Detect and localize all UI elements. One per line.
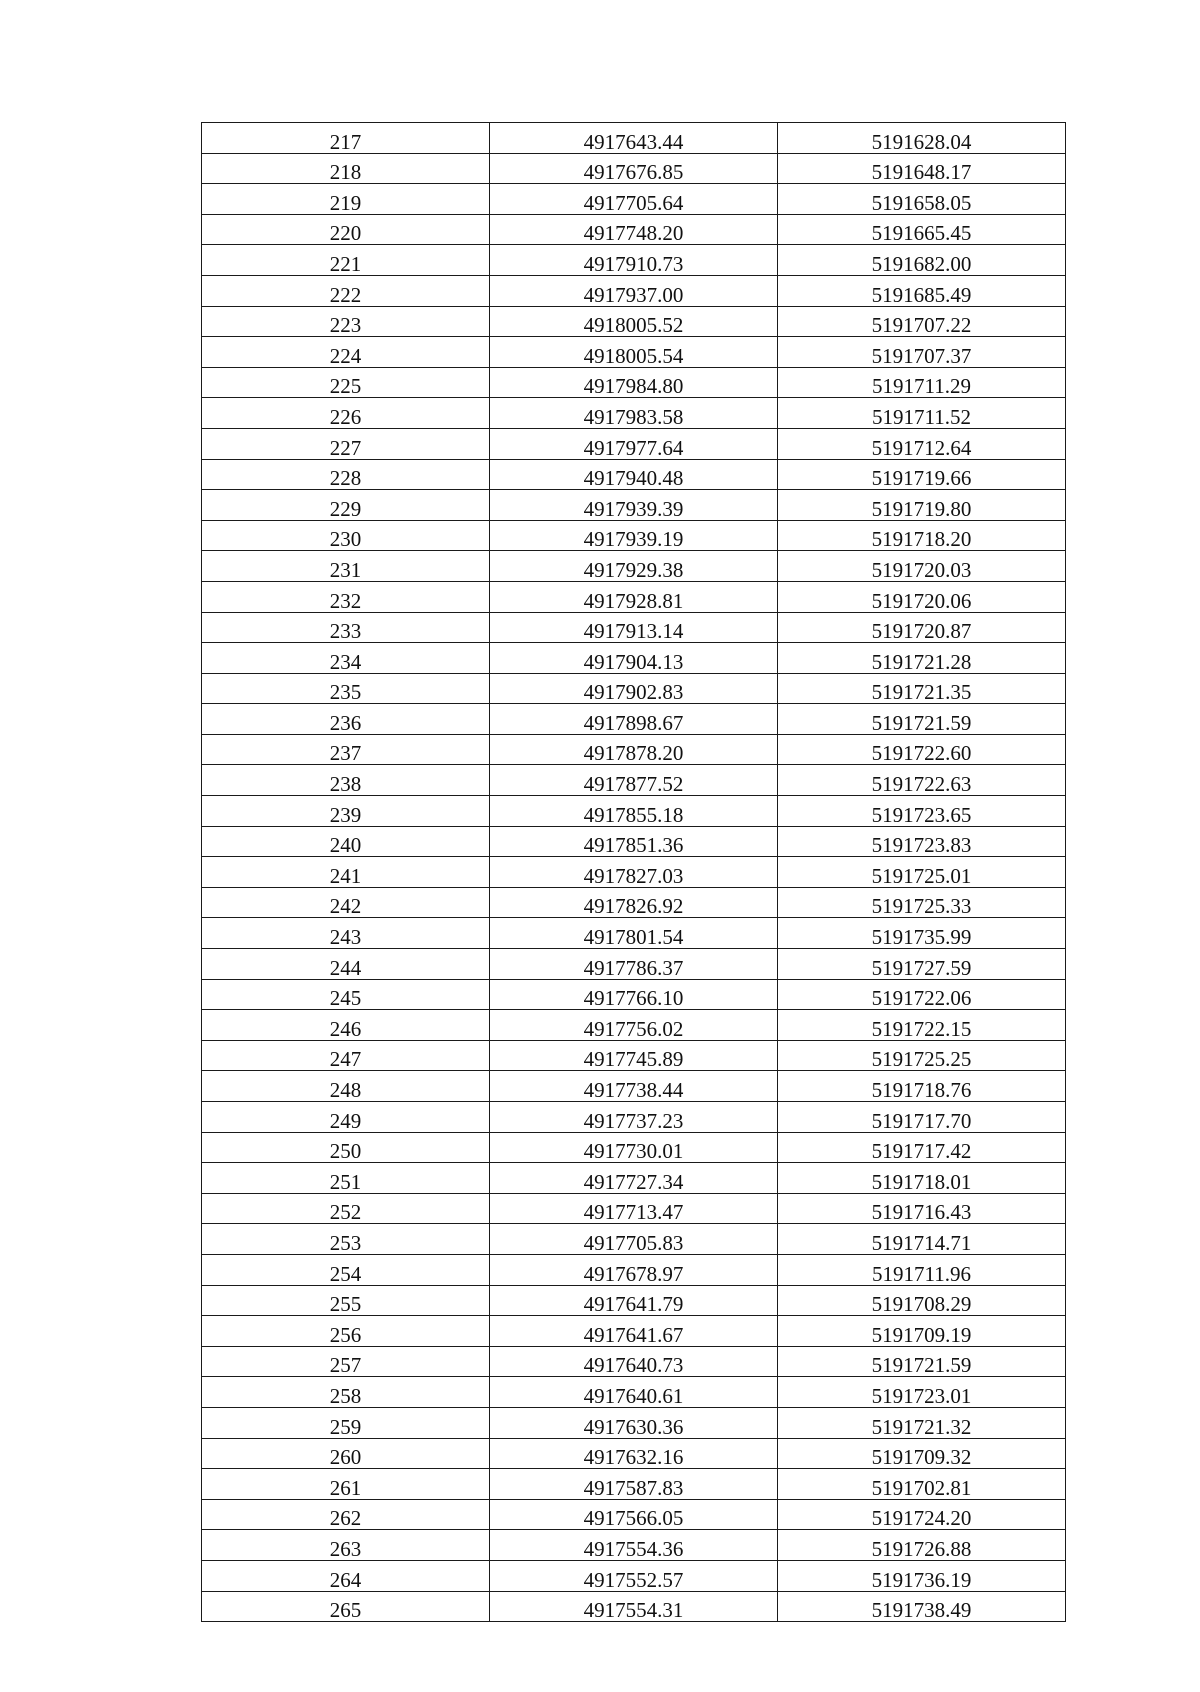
table-row [202,612,1066,643]
table-row [202,1254,1066,1285]
table-row [202,1071,1066,1102]
table-row [202,123,1066,154]
point-number-cell: 256 [202,1316,490,1347]
table-row [202,1193,1066,1224]
table-row [202,551,1066,582]
point-number-cell: 251 [202,1163,490,1194]
table-row [202,153,1066,184]
point-number-cell: 236 [202,704,490,735]
y-coordinate-cell: 5191708.29 [778,1285,1066,1316]
table-row [202,398,1066,429]
x-coordinate-cell: 4917630.36 [490,1407,778,1438]
point-number-cell: 239 [202,796,490,827]
y-coordinate-cell: 5191711.29 [778,367,1066,398]
point-number-cell: 242 [202,887,490,918]
point-number-cell: 258 [202,1377,490,1408]
y-coordinate-cell: 5191735.99 [778,918,1066,949]
x-coordinate-cell: 4917641.79 [490,1285,778,1316]
x-coordinate-cell: 4917640.73 [490,1346,778,1377]
y-coordinate-cell: 5191725.25 [778,1040,1066,1071]
x-coordinate-cell: 4917940.48 [490,459,778,490]
table-row [202,857,1066,888]
point-number-cell: 254 [202,1254,490,1285]
x-coordinate-cell: 4917678.97 [490,1254,778,1285]
table-row [202,1407,1066,1438]
point-number-cell: 225 [202,367,490,398]
table-row [202,1285,1066,1316]
y-coordinate-cell: 5191709.19 [778,1316,1066,1347]
point-number-cell: 253 [202,1224,490,1255]
point-number-cell: 218 [202,153,490,184]
x-coordinate-cell: 4917984.80 [490,367,778,398]
point-number-cell: 231 [202,551,490,582]
x-coordinate-cell: 4917641.67 [490,1316,778,1347]
x-coordinate-cell: 4917730.01 [490,1132,778,1163]
table-row [202,765,1066,796]
table-row [202,826,1066,857]
table-row [202,520,1066,551]
y-coordinate-cell: 5191718.76 [778,1071,1066,1102]
x-coordinate-cell: 4917801.54 [490,918,778,949]
y-coordinate-cell: 5191702.81 [778,1469,1066,1500]
x-coordinate-cell: 4917713.47 [490,1193,778,1224]
y-coordinate-cell: 5191723.83 [778,826,1066,857]
y-coordinate-cell: 5191725.01 [778,857,1066,888]
x-coordinate-cell: 4917877.52 [490,765,778,796]
point-number-cell: 250 [202,1132,490,1163]
x-coordinate-cell: 4917904.13 [490,643,778,674]
table-row [202,1102,1066,1133]
point-number-cell: 237 [202,734,490,765]
point-number-cell: 219 [202,184,490,215]
point-number-cell: 223 [202,306,490,337]
x-coordinate-cell: 4917937.00 [490,275,778,306]
point-number-cell: 262 [202,1499,490,1530]
x-coordinate-cell: 4917898.67 [490,704,778,735]
table-row [202,245,1066,276]
x-coordinate-cell: 4917928.81 [490,581,778,612]
table-row [202,490,1066,521]
y-coordinate-cell: 5191707.37 [778,337,1066,368]
table-row [202,949,1066,980]
table-row [202,275,1066,306]
y-coordinate-cell: 5191718.01 [778,1163,1066,1194]
y-coordinate-cell: 5191648.17 [778,153,1066,184]
point-number-cell: 235 [202,673,490,704]
table-row [202,428,1066,459]
table-row [202,1346,1066,1377]
x-coordinate-cell: 4917705.83 [490,1224,778,1255]
point-number-cell: 238 [202,765,490,796]
x-coordinate-cell: 4917766.10 [490,979,778,1010]
point-number-cell: 263 [202,1530,490,1561]
y-coordinate-cell: 5191721.28 [778,643,1066,674]
point-number-cell: 265 [202,1591,490,1622]
y-coordinate-cell: 5191685.49 [778,275,1066,306]
y-coordinate-cell: 5191720.87 [778,612,1066,643]
point-number-cell: 252 [202,1193,490,1224]
point-number-cell: 248 [202,1071,490,1102]
coordinates-table [201,122,1066,1622]
y-coordinate-cell: 5191721.32 [778,1407,1066,1438]
x-coordinate-cell: 4917786.37 [490,949,778,980]
y-coordinate-cell: 5191722.60 [778,734,1066,765]
table-row [202,1377,1066,1408]
y-coordinate-cell: 5191658.05 [778,184,1066,215]
x-coordinate-cell: 4917676.85 [490,153,778,184]
point-number-cell: 264 [202,1560,490,1591]
y-coordinate-cell: 5191712.64 [778,428,1066,459]
y-coordinate-cell: 5191682.00 [778,245,1066,276]
y-coordinate-cell: 5191721.35 [778,673,1066,704]
y-coordinate-cell: 5191628.04 [778,123,1066,154]
y-coordinate-cell: 5191707.22 [778,306,1066,337]
y-coordinate-cell: 5191717.42 [778,1132,1066,1163]
point-number-cell: 217 [202,123,490,154]
table-row [202,1010,1066,1041]
x-coordinate-cell: 4917826.92 [490,887,778,918]
point-number-cell: 234 [202,643,490,674]
y-coordinate-cell: 5191716.43 [778,1193,1066,1224]
y-coordinate-cell: 5191714.71 [778,1224,1066,1255]
x-coordinate-cell: 4917554.36 [490,1530,778,1561]
table-row [202,796,1066,827]
table-row [202,1163,1066,1194]
x-coordinate-cell: 4917939.19 [490,520,778,551]
table-row [202,734,1066,765]
point-number-cell: 224 [202,337,490,368]
table-row [202,1438,1066,1469]
x-coordinate-cell: 4917748.20 [490,214,778,245]
y-coordinate-cell: 5191722.63 [778,765,1066,796]
point-number-cell: 220 [202,214,490,245]
x-coordinate-cell: 4917738.44 [490,1071,778,1102]
x-coordinate-cell: 4918005.54 [490,337,778,368]
point-number-cell: 245 [202,979,490,1010]
y-coordinate-cell: 5191721.59 [778,1346,1066,1377]
table-row [202,643,1066,674]
x-coordinate-cell: 4917910.73 [490,245,778,276]
y-coordinate-cell: 5191718.20 [778,520,1066,551]
x-coordinate-cell: 4917878.20 [490,734,778,765]
x-coordinate-cell: 4917913.14 [490,612,778,643]
point-number-cell: 233 [202,612,490,643]
coordinates-table-body [202,123,1066,1622]
point-number-cell: 230 [202,520,490,551]
x-coordinate-cell: 4917855.18 [490,796,778,827]
y-coordinate-cell: 5191723.01 [778,1377,1066,1408]
y-coordinate-cell: 5191717.70 [778,1102,1066,1133]
y-coordinate-cell: 5191711.52 [778,398,1066,429]
x-coordinate-cell: 4917851.36 [490,826,778,857]
point-number-cell: 243 [202,918,490,949]
table-row [202,673,1066,704]
table-row [202,337,1066,368]
x-coordinate-cell: 4918005.52 [490,306,778,337]
y-coordinate-cell: 5191720.06 [778,581,1066,612]
point-number-cell: 247 [202,1040,490,1071]
x-coordinate-cell: 4917977.64 [490,428,778,459]
table-row [202,979,1066,1010]
x-coordinate-cell: 4917640.61 [490,1377,778,1408]
x-coordinate-cell: 4917554.31 [490,1591,778,1622]
y-coordinate-cell: 5191726.88 [778,1530,1066,1561]
x-coordinate-cell: 4917939.39 [490,490,778,521]
x-coordinate-cell: 4917643.44 [490,123,778,154]
point-number-cell: 221 [202,245,490,276]
table-row [202,918,1066,949]
table-row [202,1560,1066,1591]
point-number-cell: 257 [202,1346,490,1377]
table-row [202,459,1066,490]
point-number-cell: 228 [202,459,490,490]
point-number-cell: 222 [202,275,490,306]
x-coordinate-cell: 4917827.03 [490,857,778,888]
x-coordinate-cell: 4917587.83 [490,1469,778,1500]
table-row [202,367,1066,398]
x-coordinate-cell: 4917632.16 [490,1438,778,1469]
x-coordinate-cell: 4917552.57 [490,1560,778,1591]
point-number-cell: 249 [202,1102,490,1133]
point-number-cell: 241 [202,857,490,888]
table-row [202,1499,1066,1530]
y-coordinate-cell: 5191738.49 [778,1591,1066,1622]
x-coordinate-cell: 4917929.38 [490,551,778,582]
x-coordinate-cell: 4917705.64 [490,184,778,215]
table-row [202,1316,1066,1347]
table-row [202,1224,1066,1255]
point-number-cell: 226 [202,398,490,429]
y-coordinate-cell: 5191709.32 [778,1438,1066,1469]
y-coordinate-cell: 5191719.80 [778,490,1066,521]
y-coordinate-cell: 5191727.59 [778,949,1066,980]
table-row [202,306,1066,337]
table-row [202,581,1066,612]
table-row [202,214,1066,245]
y-coordinate-cell: 5191722.06 [778,979,1066,1010]
y-coordinate-cell: 5191719.66 [778,459,1066,490]
table-row [202,1040,1066,1071]
table-row [202,1469,1066,1500]
x-coordinate-cell: 4917745.89 [490,1040,778,1071]
point-number-cell: 240 [202,826,490,857]
point-number-cell: 261 [202,1469,490,1500]
y-coordinate-cell: 5191724.20 [778,1499,1066,1530]
x-coordinate-cell: 4917566.05 [490,1499,778,1530]
table-row [202,1530,1066,1561]
y-coordinate-cell: 5191722.15 [778,1010,1066,1041]
x-coordinate-cell: 4917902.83 [490,673,778,704]
point-number-cell: 260 [202,1438,490,1469]
y-coordinate-cell: 5191725.33 [778,887,1066,918]
table-row [202,1132,1066,1163]
x-coordinate-cell: 4917756.02 [490,1010,778,1041]
table-row [202,1591,1066,1622]
table-row [202,887,1066,918]
x-coordinate-cell: 4917727.34 [490,1163,778,1194]
y-coordinate-cell: 5191720.03 [778,551,1066,582]
point-number-cell: 227 [202,428,490,459]
table-row [202,184,1066,215]
point-number-cell: 259 [202,1407,490,1438]
point-number-cell: 255 [202,1285,490,1316]
y-coordinate-cell: 5191665.45 [778,214,1066,245]
point-number-cell: 229 [202,490,490,521]
point-number-cell: 244 [202,949,490,980]
x-coordinate-cell: 4917737.23 [490,1102,778,1133]
x-coordinate-cell: 4917983.58 [490,398,778,429]
y-coordinate-cell: 5191711.96 [778,1254,1066,1285]
y-coordinate-cell: 5191723.65 [778,796,1066,827]
point-number-cell: 232 [202,581,490,612]
table-row [202,704,1066,735]
point-number-cell: 246 [202,1010,490,1041]
y-coordinate-cell: 5191721.59 [778,704,1066,735]
y-coordinate-cell: 5191736.19 [778,1560,1066,1591]
